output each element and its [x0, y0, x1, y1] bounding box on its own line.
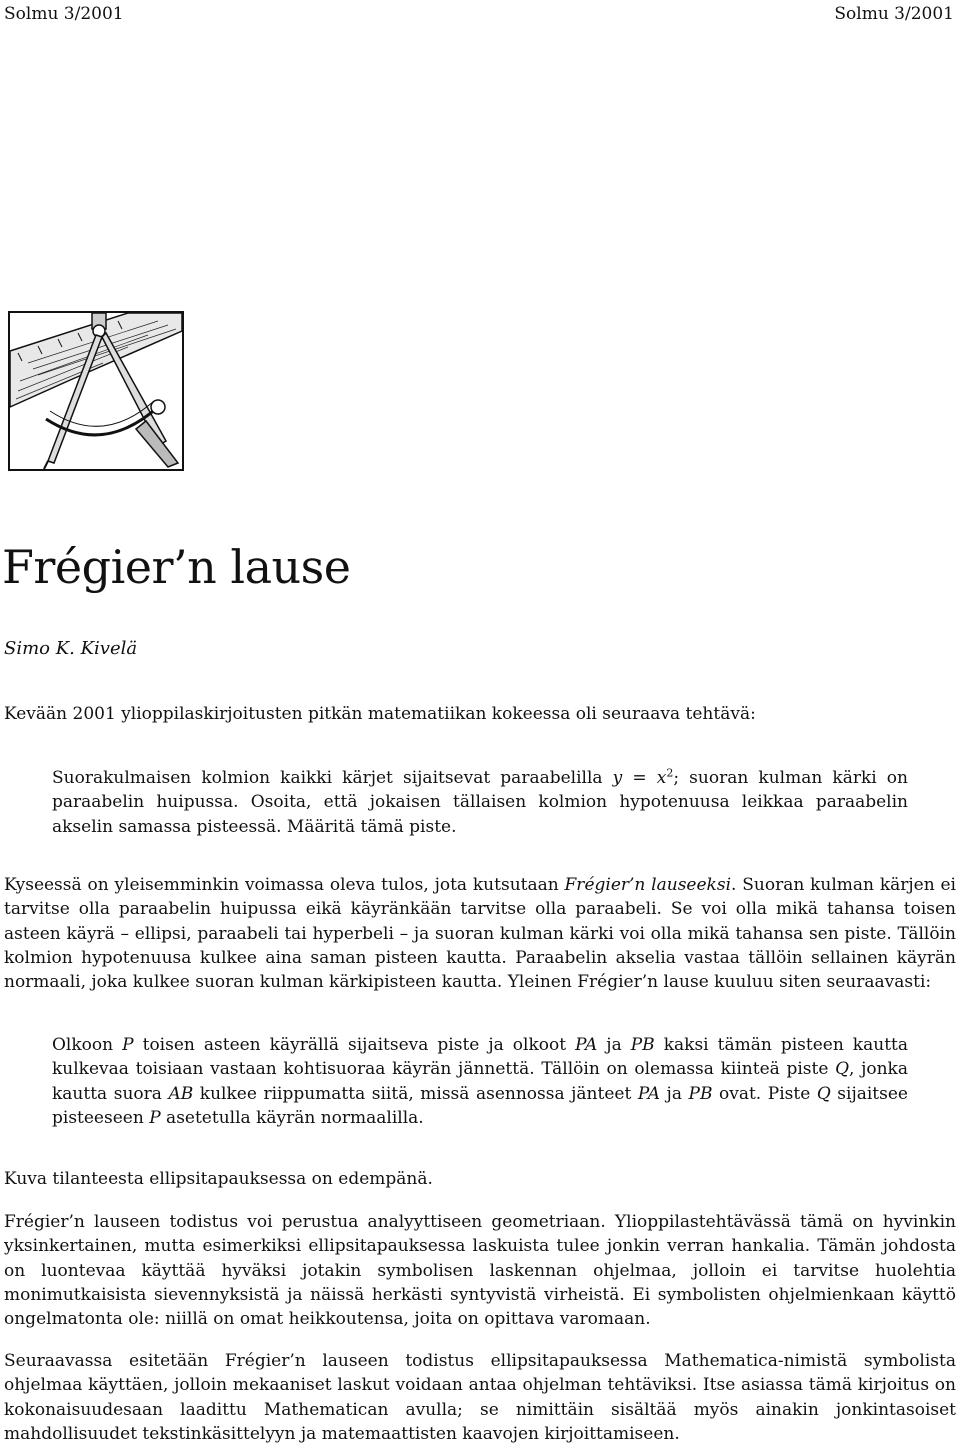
theorem-statement: Olkoon P toisen asteen käyrällä sijaitseva piste ja olkoot PA ja PB kaksi tämän pisteen kautta kulkevaa toisiaan vastaan kohtisuoraa käyrän jännettä. Tällöin on olemassa kiinteä piste Q, jonka kautta suora AB kulkee riippumatta siitä, missä asennossa jänteet PA ja PB ovat. Piste Q sijaitsee pisteeseen P asetetulla käyrän normaalilla. — [52, 1035, 908, 1128]
article-title: Frégier’n lause — [2, 540, 351, 594]
exam-task-paragraph: Suorakulmaisen kolmion kaikki kärjet sijaitsevat paraabelilla $y = x^2$; suoran kulman kärki on paraabelin huipussa. Osoita, että jokaisen tällaisen kolmion hypotenuusa leikkaa paraabelin akselin samassa pisteessä. Määritä tämä piste. — [52, 766, 908, 837]
body-paragraph-proof: Frégier’n lauseen todistus voi perustua analyyttiseen geometriaan. Ylioppilastehtävässä tämä on hyvinkin yksinkertainen, mutta esimerkiksi ellipsitapauksessa laskuista tulee jonkin verran hankalia. Tämän johdosta on luontevaa käyttää hyväksi jotakin symbolisen laskennan ohjelmaa, jolloin ei tarvitse huolehtia monimutkaisista sievennyksistä ja näissä herkästi syntyvistä virheistä. Ei symbolisten ohjelmienkaan käyttö ongelmatonta ole: niillä on omat heikkoutensa, joita on opittava varomaan. — [4, 1212, 956, 1330]
intro-paragraph: Kevään 2001 ylioppilaskirjoitusten pitkän matematiikan kokeessa oli seuraava tehtävä: — [4, 704, 756, 724]
compass-protractor-illustration — [8, 311, 184, 471]
figure-reference-paragraph: Kuva tilanteesta ellipsitapauksessa on edempänä. — [4, 1169, 433, 1189]
body-paragraph-mathematica: Seuraavassa esitetään Frégier’n lauseen todistus ellipsitapauksessa Mathematica-nimistä symbolista ohjelmaa käyttäen, jolloin mekaaniset laskut voidaan antaa ohjelman tehtäviksi. Itse asiassa tämä kirjoitus on kokonaisuudesaan laadittu Mathematican avulla; se nimittäin sisältää myös ainakin jonkintasoiset mahdollisuudet tekstinkäsittelyyn ja matemaattisten kaavojen kirjoittamiseen. — [4, 1351, 956, 1444]
body-paragraph-fregier: Kyseessä on yleisemminkin voimassa oleva tulos, jota kutsutaan Frégier’n lauseeksi. Suoran kulman kärjen ei tarvitse olla paraabelin huipussa eikä käyränkään tarvitse olla paraabeli. Se voi olla mikä tahansa toisen asteen käyrä – ellipsi, paraabeli tai hyperbeli – ja suoran kulman kärki voi olla mikä tahansa sen piste. Tällöin kolmion hypotenuusa kulkee aina saman pisteen kautta. Paraabelin akselia vastaa tällöin sellainen käyrän normaali, joka kulkee suoran kulman kärkipisteen kautta. Yleinen Frégier’n lause kuuluu siten seuraavasti: — [4, 875, 956, 993]
author-name: Simo K. Kivelä — [4, 638, 138, 659]
running-header-left: Solmu 3/2001 — [4, 4, 124, 24]
running-header-right: Solmu 3/2001 — [834, 4, 954, 24]
